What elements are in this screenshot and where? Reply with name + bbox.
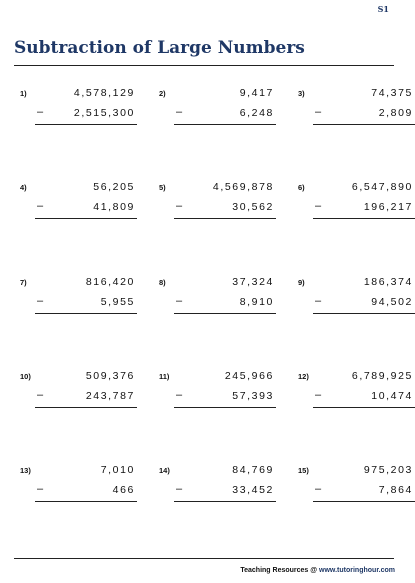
- problem-number: 13): [20, 466, 31, 475]
- minuend: 7,010: [100, 464, 135, 476]
- answer-line: [313, 407, 415, 408]
- minuend: 509,376: [85, 370, 135, 382]
- answer-line: [35, 218, 137, 219]
- minuend: 6,789,925: [351, 370, 413, 382]
- problem-number: 8): [159, 278, 166, 287]
- minus-sign: –: [315, 295, 322, 307]
- subtrahend: 5,955: [100, 296, 135, 308]
- problem-10: [20, 370, 135, 415]
- problem-8: [159, 276, 274, 321]
- minus-sign: –: [315, 483, 322, 495]
- problem-number: 15): [298, 466, 309, 475]
- subtrahend: 6,248: [239, 107, 274, 119]
- answer-line: [35, 407, 137, 408]
- problem-12: [298, 370, 413, 415]
- minus-sign: –: [37, 483, 44, 495]
- subtrahend: 243,787: [85, 390, 135, 402]
- answer-line: [35, 313, 137, 314]
- problem-number: 2): [159, 89, 166, 98]
- footer-text: Teaching Resources @: [240, 567, 320, 574]
- subtrahend: 2,515,300: [73, 107, 135, 119]
- minuend: 37,324: [232, 276, 274, 288]
- bottom-divider: [14, 558, 394, 559]
- minus-sign: –: [176, 389, 183, 401]
- answer-line: [174, 124, 276, 125]
- footer-url[interactable]: www.tutoringhour.com: [319, 567, 395, 574]
- problem-9: [298, 276, 413, 321]
- problem-1: [20, 87, 135, 132]
- footer: [240, 567, 395, 574]
- problem-number: 1): [20, 89, 27, 98]
- problem-number: 14): [159, 466, 170, 475]
- problem-number: 11): [159, 372, 170, 381]
- subtrahend: 8,910: [239, 296, 274, 308]
- worksheet-code: S1: [377, 4, 389, 14]
- subtrahend: 196,217: [363, 201, 413, 213]
- problem-number: 12): [298, 372, 309, 381]
- subtrahend: 41,809: [93, 201, 135, 213]
- minuend: 9,417: [239, 87, 274, 99]
- answer-line: [313, 218, 415, 219]
- minus-sign: –: [176, 295, 183, 307]
- minuend: 6,547,890: [351, 181, 413, 193]
- minus-sign: –: [37, 200, 44, 212]
- minuend: 816,420: [85, 276, 135, 288]
- minus-sign: –: [37, 106, 44, 118]
- answer-line: [174, 407, 276, 408]
- answer-line: [174, 313, 276, 314]
- problem-14: [159, 464, 274, 509]
- problem-15: [298, 464, 413, 509]
- top-divider: [14, 65, 394, 66]
- problem-6: [298, 181, 413, 226]
- minus-sign: –: [315, 200, 322, 212]
- problem-number: 9): [298, 278, 305, 287]
- minuend: 186,374: [363, 276, 413, 288]
- subtrahend: 57,393: [232, 390, 274, 402]
- problem-number: 10): [20, 372, 31, 381]
- problem-13: [20, 464, 135, 509]
- minuend: 975,203: [363, 464, 413, 476]
- answer-line: [313, 313, 415, 314]
- answer-line: [35, 124, 137, 125]
- problem-number: 5): [159, 183, 166, 192]
- minus-sign: –: [37, 295, 44, 307]
- problem-11: [159, 370, 274, 415]
- answer-line: [35, 501, 137, 502]
- page-title: Subtraction of Large Numbers: [14, 38, 305, 58]
- minuend: 56,205: [93, 181, 135, 193]
- subtrahend: 94,502: [371, 296, 413, 308]
- subtrahend: 7,864: [378, 484, 413, 496]
- subtrahend: 10,474: [371, 390, 413, 402]
- problem-number: 4): [20, 183, 27, 192]
- minus-sign: –: [315, 389, 322, 401]
- answer-line: [174, 501, 276, 502]
- minuend: 74,375: [371, 87, 413, 99]
- answer-line: [174, 218, 276, 219]
- minuend: 4,569,878: [212, 181, 274, 193]
- minuend: 4,578,129: [73, 87, 135, 99]
- minuend: 84,769: [232, 464, 274, 476]
- minus-sign: –: [176, 200, 183, 212]
- minuend: 245,966: [224, 370, 274, 382]
- problem-number: 6): [298, 183, 305, 192]
- subtrahend: 30,562: [232, 201, 274, 213]
- subtrahend: 2,809: [378, 107, 413, 119]
- answer-line: [313, 124, 415, 125]
- subtrahend: 466: [112, 484, 135, 496]
- problem-7: [20, 276, 135, 321]
- problem-5: [159, 181, 274, 226]
- minus-sign: –: [176, 483, 183, 495]
- problem-number: 3): [298, 89, 305, 98]
- minus-sign: –: [315, 106, 322, 118]
- answer-line: [313, 501, 415, 502]
- problem-2: [159, 87, 274, 132]
- problem-3: [298, 87, 413, 132]
- minus-sign: –: [176, 106, 183, 118]
- problem-number: 7): [20, 278, 27, 287]
- minus-sign: –: [37, 389, 44, 401]
- problem-4: [20, 181, 135, 226]
- subtrahend: 33,452: [232, 484, 274, 496]
